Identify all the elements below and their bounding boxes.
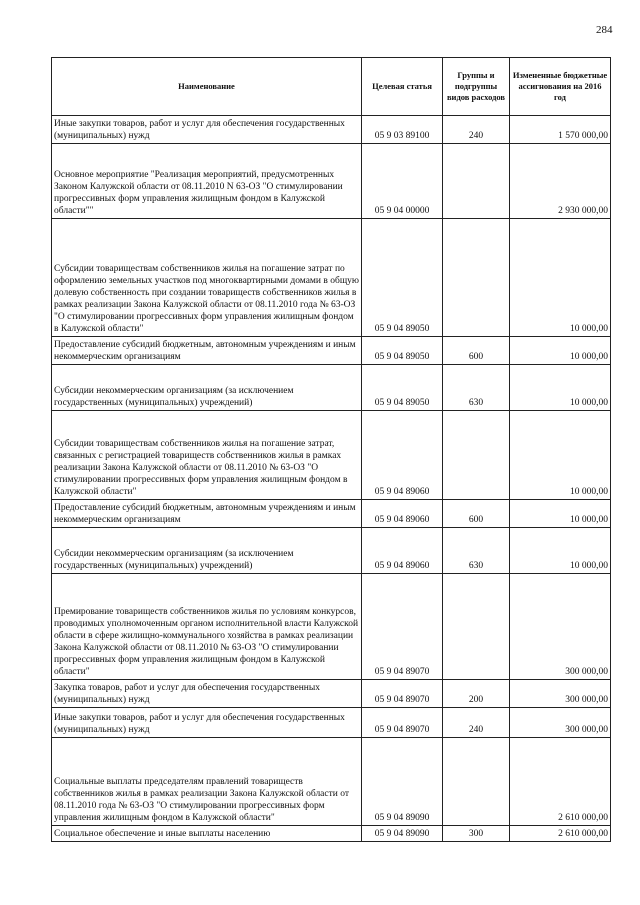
row-amount: 10 000,00 — [510, 219, 611, 337]
header-name: Наименование — [52, 58, 362, 116]
table-row — [52, 219, 611, 337]
row-amount: 10 000,00 — [510, 337, 611, 365]
row-amount: 300 000,00 — [510, 574, 611, 680]
row-name: Закупка товаров, работ и услуг для обеспечения государственных (муниципальных) нужд — [52, 680, 362, 708]
row-name: Предоставление субсидий бюджетным, автономным учреждениям и иным некоммерческим организациям — [52, 500, 362, 528]
row-code: 05 9 04 89050 — [362, 337, 443, 365]
table-row — [52, 826, 611, 842]
row-code: 05 9 04 89070 — [362, 708, 443, 738]
row-code: 05 9 04 89060 — [362, 411, 443, 500]
row-code: 05 9 04 89060 — [362, 528, 443, 574]
row-name: Субсидии некоммерческим организациям (за исключением государственных (муниципальных) учреждений) — [52, 528, 362, 574]
row-amount: 10 000,00 — [510, 500, 611, 528]
row-amount: 2 610 000,00 — [510, 738, 611, 826]
row-group: 600 — [443, 500, 510, 528]
row-amount: 2 930 000,00 — [510, 144, 611, 219]
table-row — [52, 528, 611, 574]
row-group: 300 — [443, 826, 510, 842]
row-amount: 10 000,00 — [510, 365, 611, 411]
page-number: 284 — [596, 24, 613, 36]
table-row — [52, 337, 611, 365]
row-name: Иные закупки товаров, работ и услуг для обеспечения государственных (муниципальных) нужд — [52, 116, 362, 144]
row-code: 05 9 04 89070 — [362, 574, 443, 680]
row-group: 630 — [443, 528, 510, 574]
row-name: Социальные выплаты председателям правлений товариществ собственников жилья в рамках реализации Закона Калужской области от 08.11.2010 года № 63-ОЗ "О стимулировании прогрессивных форм управления жилищным фондом в Калужской области" — [52, 738, 362, 826]
row-group — [443, 219, 510, 337]
row-amount: 1 570 000,00 — [510, 116, 611, 144]
row-code: 05 9 04 89050 — [362, 219, 443, 337]
table-row — [52, 708, 611, 738]
row-amount: 300 000,00 — [510, 708, 611, 738]
row-group — [443, 411, 510, 500]
row-amount: 300 000,00 — [510, 680, 611, 708]
table-row — [52, 411, 611, 500]
header-amount: Измененные бюджетные ассигнования на 2016 год — [510, 58, 611, 116]
row-amount: 10 000,00 — [510, 528, 611, 574]
row-group: 240 — [443, 116, 510, 144]
row-amount: 2 610 000,00 — [510, 826, 611, 842]
row-name: Предоставление субсидий бюджетным, автономным учреждениям и иным некоммерческим организациям — [52, 337, 362, 365]
header-row — [52, 58, 611, 116]
row-name: Основное мероприятие "Реализация мероприятий, предусмотренных Законом Калужской области от 08.11.2010 N 63-ОЗ "О стимулировании прогрессивных форм управления жилищным фондом в Калужской области"" — [52, 144, 362, 219]
row-code: 05 9 04 89050 — [362, 365, 443, 411]
table-row — [52, 500, 611, 528]
table-row — [52, 144, 611, 219]
row-group — [443, 738, 510, 826]
budget-table — [51, 57, 611, 842]
row-name: Социальное обеспечение и иные выплаты населению — [52, 826, 362, 842]
header-group: Группы и подгруппы видов расходов — [443, 58, 510, 116]
table-row — [52, 738, 611, 826]
row-group — [443, 574, 510, 680]
row-name: Субсидии товариществам собственников жилья на погашение затрат по оформлению земельных участков под многоквартирными домами в общую долевую собственность при создании товариществ собственников жилья в рамках реализации Закона Калужской области от 08.11.2010 года № 63-ОЗ "О стимулировании прогрессивных форм управления жилищным фондом в Калужской области" — [52, 219, 362, 337]
row-group: 630 — [443, 365, 510, 411]
row-code: 05 9 04 89090 — [362, 826, 443, 842]
row-name: Субсидии товариществам собственников жилья на погашение затрат, связанных с регистрацией товариществ собственников жилья в рамках реализации Закона Калужской области от 08.11.2010 № 63-ОЗ "О стимулировании прогрессивных форм управления жилищным фондом в Калужской области" — [52, 411, 362, 500]
table-row — [52, 365, 611, 411]
table-row — [52, 680, 611, 708]
table-row — [52, 116, 611, 144]
row-group — [443, 144, 510, 219]
row-group: 240 — [443, 708, 510, 738]
row-code: 05 9 04 00000 — [362, 144, 443, 219]
row-amount: 10 000,00 — [510, 411, 611, 500]
row-code: 05 9 04 89060 — [362, 500, 443, 528]
row-name: Премирование товариществ собственников жилья по условиям конкурсов, проводимых уполномоченным органом исполнительной власти Калужской области в сфере жилищно-коммунального хозяйства в рамках реализации Закона Калужской области от 08.11.2010 № 63-ОЗ "О стимулировании прогрессивных форм управления жилищным фондом в Калужской области" — [52, 574, 362, 680]
row-group: 200 — [443, 680, 510, 708]
row-code: 05 9 04 89070 — [362, 680, 443, 708]
row-name: Субсидии некоммерческим организациям (за исключением государственных (муниципальных) учреждений) — [52, 365, 362, 411]
row-group: 600 — [443, 337, 510, 365]
row-code: 05 9 03 89100 — [362, 116, 443, 144]
header-target: Целевая статья — [362, 58, 443, 116]
row-name: Иные закупки товаров, работ и услуг для обеспечения государственных (муниципальных) нужд — [52, 708, 362, 738]
row-code: 05 9 04 89090 — [362, 738, 443, 826]
table-row — [52, 574, 611, 680]
